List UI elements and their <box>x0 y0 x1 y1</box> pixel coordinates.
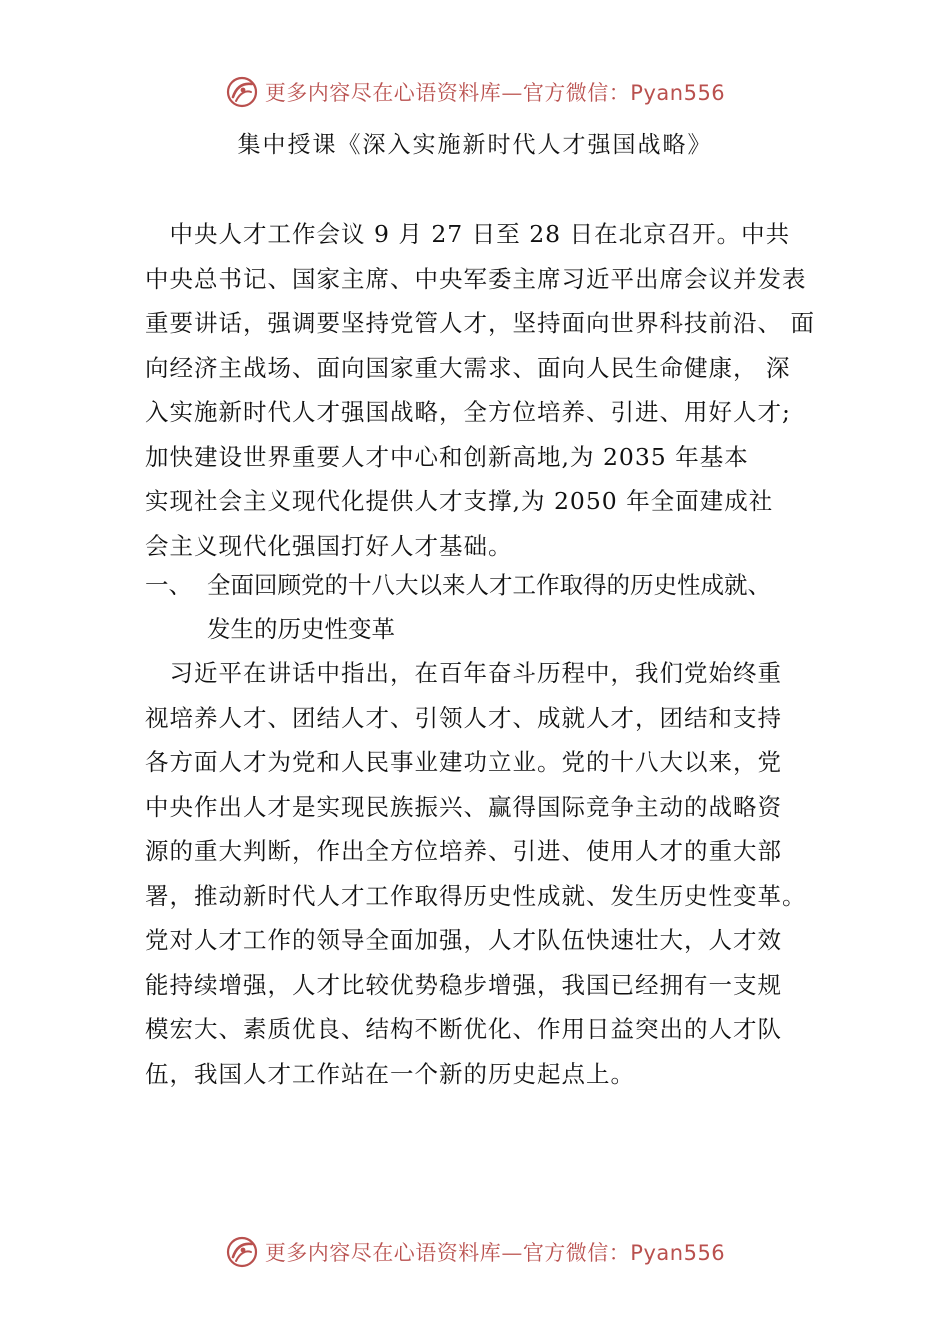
paragraph-line: 伍，我国人才工作站在一个新的历史起点上。 <box>145 1059 635 1088</box>
paragraph-line: 会主义现代化强国打好人才基础。 <box>145 531 513 560</box>
paragraph-line: 重要讲话，强调要坚持党管人才，坚持面向世界科技前沿、 面 <box>145 309 815 337</box>
watermark-wechat: 官方微信：Pyan556 <box>522 81 726 105</box>
section-title-part2: 发生的历史性变革 <box>207 615 395 643</box>
paragraph-line: 中央作出人才是实现民族振兴、赢得国际竞争主动的战略资 <box>145 792 782 821</box>
section-heading-line1 <box>145 563 835 607</box>
seal-logo-icon <box>225 75 259 109</box>
paragraph-line: 中央人才工作会议 9 月 27 日至 28 日在北京召开。中共 <box>145 220 791 248</box>
paragraph-line: 署，推动新时代人才工作取得历史性成就、发生历史性变革。 <box>145 881 807 910</box>
paragraph-line: 加快建设世界重要人才中心和创新高地,为 2035 年基本 <box>145 442 749 471</box>
paragraph-line: 向经济主战场、面向国家重大需求、面向人民生命健康， 深 <box>145 353 791 382</box>
section-heading <box>145 563 835 651</box>
paragraph-line: 入实施新时代人才强国战略，全方位培养、引进、用好人才; <box>145 398 791 426</box>
paragraph-line: 各方面人才为党和人民事业建功立业。党的十八大以来，党 <box>145 748 782 776</box>
section-title-part1: 全面回顾党的十八大以来人才工作取得的历史性成就、 <box>207 571 771 599</box>
paragraph-intro <box>145 212 825 568</box>
paragraph-line: 中央总书记、国家主席、中央军委主席习近平出席会议并发表 <box>145 264 807 293</box>
paragraph-line: 模宏大、素质优良、结构不断优化、作用日益突出的人才队 <box>145 1015 782 1043</box>
watermark-separator: — <box>501 81 523 105</box>
paragraph-line: 实现社会主义现代化提供人才支撑,为 2050 年全面建成社 <box>145 487 774 515</box>
paragraph-line: 党对人才工作的领导全面加强，人才队伍快速壮大，人才效 <box>145 926 782 954</box>
watermark-main: 更多内容尽在心语资料库 <box>264 1241 502 1265</box>
paragraph-line: 习近平在讲话中指出，在百年奋斗历程中，我们党始终重 <box>145 659 782 687</box>
seal-logo-icon <box>225 1235 259 1269</box>
watermark-main: 更多内容尽在心语资料库 <box>264 81 502 105</box>
footer-watermark <box>0 1232 950 1272</box>
paragraph-line: 源的重大判断，作出全方位培养、引进、使用人才的重大部 <box>145 837 782 865</box>
document-title: 集中授课《深入实施新时代人才强国战略》 <box>237 132 713 158</box>
header-watermark <box>0 72 950 112</box>
paragraph-achievements <box>145 651 825 1096</box>
watermark-wechat: 官方微信：Pyan556 <box>522 1241 726 1265</box>
watermark-separator: — <box>501 1241 523 1265</box>
watermark-text <box>265 77 725 107</box>
paragraph-line: 能持续增强，人才比较优势稳步增强，我国已经拥有一支规 <box>145 970 782 999</box>
paragraph-line: 视培养人才、团结人才、引领人才、成就人才，团结和支持 <box>145 703 782 732</box>
watermark-text <box>265 1237 725 1267</box>
section-number: 一、 <box>145 571 192 599</box>
